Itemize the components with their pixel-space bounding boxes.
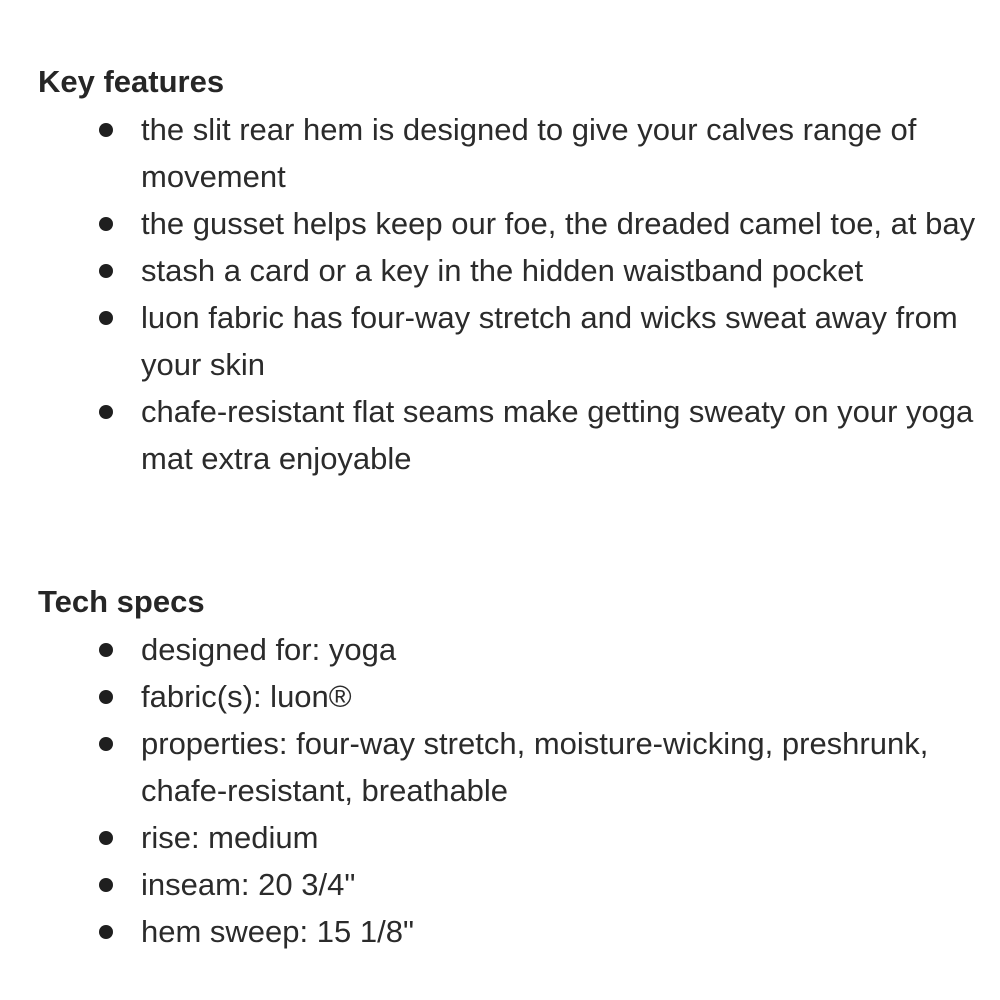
bullet-icon	[99, 737, 113, 751]
list-item-text: the gusset helps keep our foe, the dreaded camel toe, at bay	[141, 206, 976, 241]
list-item	[38, 388, 981, 482]
list-item	[38, 200, 981, 247]
tech-specs-list	[38, 626, 988, 955]
bullet-icon	[99, 217, 113, 231]
list-item	[38, 294, 981, 388]
list-item-text: designed for: yoga	[141, 632, 397, 667]
bullet-icon	[99, 690, 113, 704]
list-item	[38, 673, 981, 720]
list-item-text: the slit rear hem is designed to give your calves range of movement	[141, 112, 917, 194]
bullet-icon	[99, 878, 113, 892]
bullet-icon	[99, 925, 113, 939]
list-item	[38, 908, 981, 955]
list-item-text: chafe-resistant flat seams make getting sweaty on your yoga mat extra enjoyable	[141, 394, 974, 476]
list-item	[38, 247, 981, 294]
key-features-heading: Key features	[38, 64, 225, 99]
key-features-list	[38, 106, 988, 482]
bullet-icon	[99, 643, 113, 657]
list-item	[38, 626, 981, 673]
bullet-icon	[99, 123, 113, 137]
list-item-text: fabric(s): luon®	[141, 679, 352, 714]
list-item-text: luon fabric has four-way stretch and wicks sweat away from your skin	[141, 300, 958, 382]
list-item	[38, 861, 981, 908]
list-item-text: hem sweep: 15 1/8"	[141, 914, 414, 949]
list-item-text: rise: medium	[141, 820, 319, 855]
bullet-icon	[99, 831, 113, 845]
list-item-text: properties: four-way stretch, moisture-wicking, preshrunk, chafe-resistant, breathable	[141, 726, 929, 808]
tech-specs-heading: Tech specs	[38, 584, 205, 619]
list-item	[38, 814, 981, 861]
tech-specs-section	[38, 582, 988, 955]
bullet-icon	[99, 311, 113, 325]
key-features-section	[38, 62, 988, 482]
list-item-text: inseam: 20 3/4"	[141, 867, 356, 902]
list-item	[38, 106, 981, 200]
list-item	[38, 720, 981, 814]
list-item-text: stash a card or a key in the hidden waistband pocket	[141, 253, 864, 288]
bullet-icon	[99, 264, 113, 278]
bullet-icon	[99, 405, 113, 419]
